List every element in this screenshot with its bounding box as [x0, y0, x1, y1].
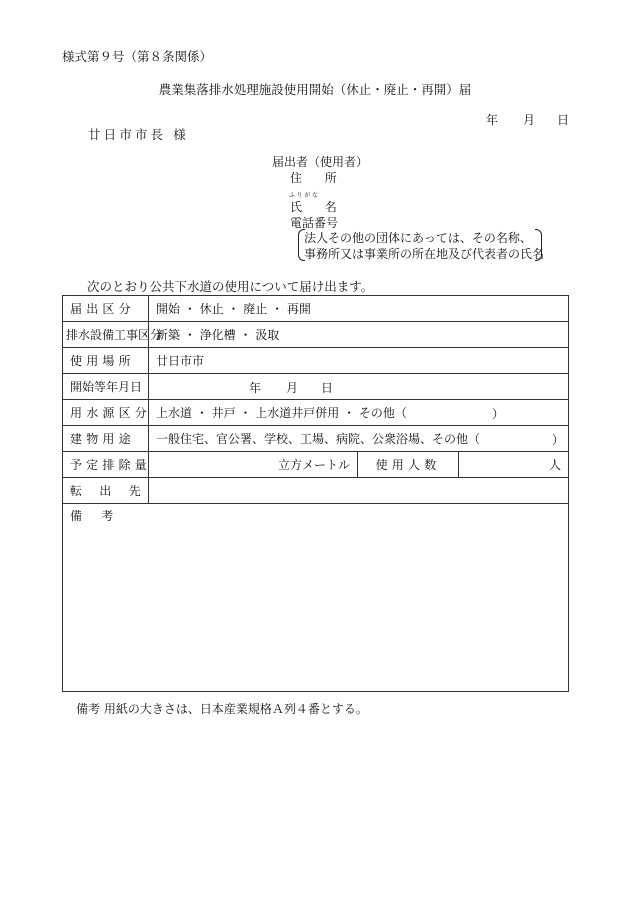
location-field[interactable]: 廿日市市 — [149, 348, 569, 374]
form-number: 様式第９号（第８条関係） — [62, 49, 213, 64]
label-notification-type: 届出区分 — [63, 296, 149, 322]
recipient: 廿日市市長 様 — [88, 127, 189, 142]
furigana-label: ふりがな — [289, 192, 320, 199]
water-source-text: 上水道 ・ 井戸 ・ 上水道井戸併用 ・ その他（ — [156, 406, 407, 420]
row-drainage-work-type — [63, 322, 569, 348]
start-date-year-label: 年 — [249, 381, 262, 395]
building-use-options[interactable] — [149, 426, 569, 452]
name-label: 氏名 — [290, 200, 360, 214]
move-out-field[interactable] — [149, 478, 569, 504]
date-day-label: 日 — [557, 113, 570, 127]
row-move-out — [63, 478, 569, 504]
row-remarks — [63, 504, 569, 692]
date-month-label: 月 — [523, 113, 536, 127]
row-start-date — [63, 374, 569, 400]
corporate-note — [304, 230, 544, 262]
intro-text: 次のとおり公共下水道の使用について届け出ます。 — [87, 279, 374, 294]
row-location — [63, 348, 569, 374]
building-use-text: 一般住宅、官公署、学校、工場、病院、公衆浴場、その他（ — [156, 432, 481, 446]
corporate-note-line1: 法人その他の団体にあっては、その名称、 — [304, 231, 532, 245]
label-move-out: 転出先 — [63, 478, 149, 504]
start-date-month-label: 月 — [286, 381, 299, 395]
water-source-options[interactable] — [149, 400, 569, 426]
form-table — [62, 295, 569, 692]
label-planned-discharge: 予定排除量 — [63, 452, 149, 478]
remarks-field[interactable] — [63, 504, 569, 692]
label-start-date: 開始等年月日 — [63, 374, 149, 400]
label-building-use: 建物用途 — [63, 426, 149, 452]
water-source-close-paren: ） — [492, 407, 505, 421]
start-date-day-label: 日 — [321, 381, 334, 395]
label-users-count: 使用人数 — [358, 452, 459, 478]
label-water-source: 用水源区分 — [63, 400, 149, 426]
applicant-heading: 届出者（使用者） — [272, 155, 369, 169]
footer-note: 備考 用紙の大きさは、日本産業規格Ａ列４番とする。 — [76, 702, 368, 716]
row-notification-type — [63, 296, 569, 322]
row-water-source — [63, 400, 569, 426]
drainage-work-type-options[interactable]: 新築 ・ 浄化槽 ・ 汲取 — [149, 322, 569, 348]
notification-type-options[interactable]: 開始 ・ 休止 ・ 廃止 ・ 再開 — [149, 296, 569, 322]
row-building-use — [63, 426, 569, 452]
users-count-field[interactable]: 人 — [459, 452, 569, 478]
address-label: 住所 — [290, 171, 360, 185]
form-title: 農業集落排水処理施設使用開始（休止・廃止・再開）届 — [158, 82, 472, 97]
date-year-label: 年 — [486, 113, 499, 127]
phone-label: 電話番号 — [290, 216, 339, 230]
corporate-note-line2: 事務所又は事業所の所在地及び代表者の氏名 — [304, 247, 545, 261]
start-date-field[interactable] — [149, 374, 569, 400]
label-remarks: 備考 — [70, 509, 133, 523]
row-planned-discharge — [63, 452, 569, 478]
label-drainage-work-type: 排水設備工事区分 — [63, 322, 149, 348]
label-location: 使用場所 — [63, 348, 149, 374]
building-use-close-paren: ） — [552, 433, 565, 447]
planned-discharge-field[interactable]: 立方メートル — [149, 452, 358, 478]
